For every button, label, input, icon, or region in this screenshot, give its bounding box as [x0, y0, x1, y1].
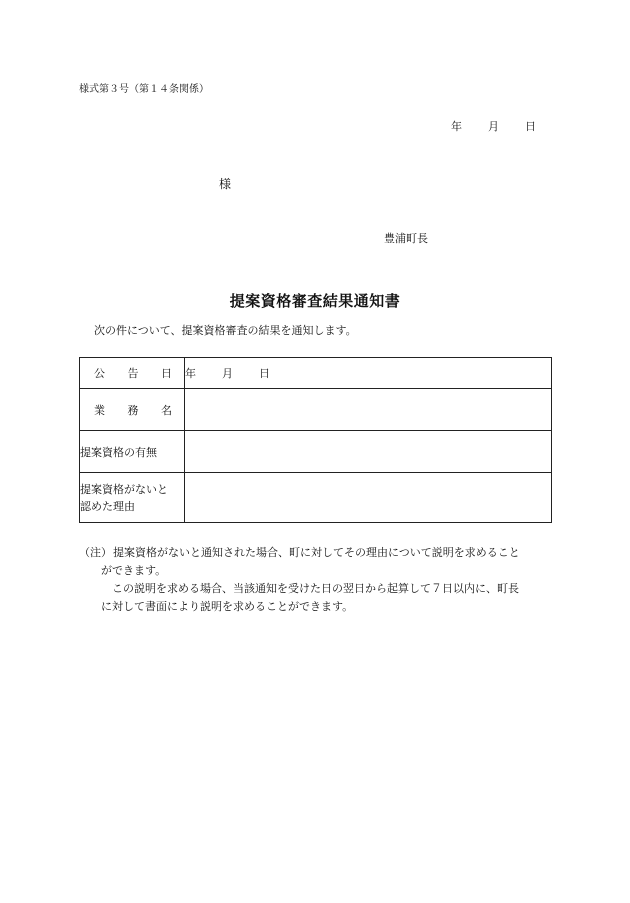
note-para2-line2: に対して書面により説明を求めることができます。 [101, 600, 354, 613]
note-para1-line1: （注）提案資格がないと通知された場合、町に対してその理由について説明を求めること [79, 544, 554, 562]
value-day: 日 [259, 367, 270, 380]
form-number: 様式第３号（第１４条関係） [79, 84, 209, 95]
reason-label-cell [80, 473, 185, 523]
qualification-label-cell: 提案資格の有無 [80, 431, 185, 473]
date-day-label: 日 [525, 120, 536, 133]
table-row [80, 431, 552, 473]
value-month: 月 [222, 367, 233, 380]
reason-label-line1: 提案資格がないと [80, 482, 168, 496]
notice-table [79, 357, 552, 523]
reason-value [185, 473, 552, 523]
note-head: （注） [79, 546, 112, 559]
sender: 豊浦町長 [384, 232, 428, 245]
document-title: 提案資格審査結果通知書 [229, 292, 401, 310]
table-row [80, 473, 552, 523]
business-name-value [185, 389, 552, 431]
date-year-label: 年 [451, 120, 462, 133]
label-char: 日 [161, 367, 172, 380]
table-row [80, 389, 552, 431]
issue-date [451, 118, 536, 134]
qualification-value [185, 431, 552, 473]
label-char: 告 [127, 367, 139, 380]
date-month-label: 月 [488, 120, 499, 133]
notes [79, 544, 554, 616]
table-row [80, 358, 552, 389]
intro-text: 次の件について、提案資格審査の結果を通知します。 [94, 324, 357, 337]
value-year: 年 [185, 367, 196, 380]
note-para2-line1: この説明を求める場合、当該通知を受けた日の翌日から起算して７日以内に、町長 [112, 582, 519, 595]
label-char: 業 [94, 403, 105, 417]
label-char: 名 [161, 403, 172, 417]
announcement-date-value [185, 358, 552, 389]
announcement-date-label-cell [80, 358, 185, 389]
label-char: 公 [94, 367, 105, 380]
addressee: 様 [219, 177, 232, 191]
note-para1-line2: ができます。 [101, 564, 167, 577]
label-char: 務 [127, 403, 139, 417]
reason-label-line2: 認めた理由 [80, 499, 135, 513]
business-name-label-cell [80, 389, 185, 431]
